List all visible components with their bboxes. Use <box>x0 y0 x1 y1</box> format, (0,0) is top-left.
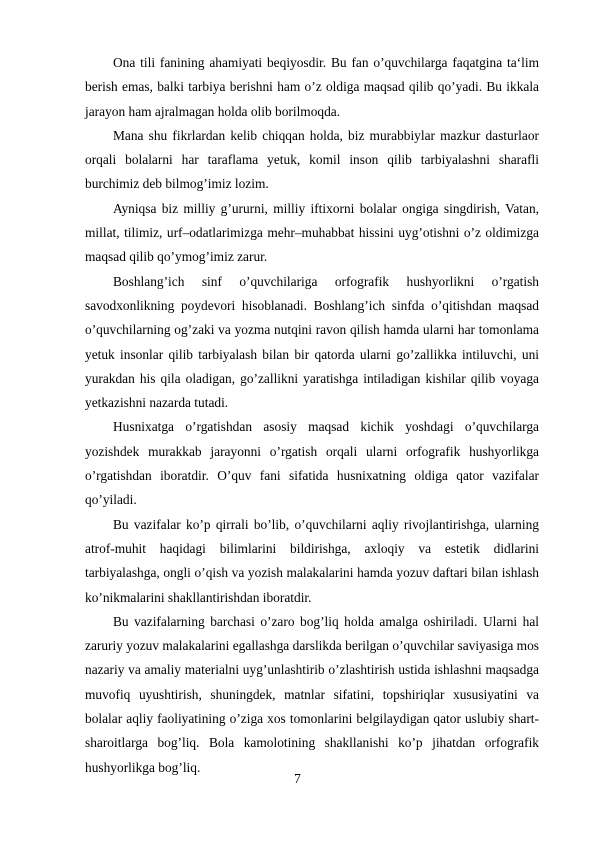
paragraph: Bu vazifalar ko’p qirrali bo’lib, o’quvchilarni aqliy rivojlantirishga, ularning atrof-muhit haqidagi bilimlarini bildirishga, axloqiy va estetik didlarini tarbiyalashga, ongli o’qish va yozish malakalarini hamda yozuv daftari bilan ishlash ko’nikmalarini shakllantirishdan iboratdir. <box>85 516 539 605</box>
paragraph: Mana shu fikrlardan kelib chiqqan holda, biz murabbiylar mazkur dasturlaor orqali bolalarni har taraflama yetuk, komil inson qilib tarbiyalashni sharafli burchimiz deb bilmog’imiz lozim. <box>85 127 539 192</box>
paragraph: Ayniqsa biz milliy g’ururni, milliy iftixorni bolalar ongiga singdirish, Vatan, millat, tilimiz, urf–odatlarimizga mehr–muhabbat hissini uyg’otishni o’z oldimizga maqsad qilib qo’ymog’imiz zarur. <box>85 200 539 265</box>
paragraph: Bu vazifalarning barchasi o’zaro bog’liq holda amalga oshiriladi. Ularni hal zaruriy yozuv malakalarini egallashga darslikda berilgan o’quvchilar saviyasiga mos nazariy va amaliy materialni uyg’unlashtirib o’zlashtirish ustida ishlashni maqsadga muvofiq uyushtirish, shuningdek, matnlar sifatini, topshiriqlar xususiyatini va bolalar aqliy faoliyatining o’ziga xos tomonlarini belgilaydigan qator uslubiy shart-sharoitlarga bog’liq. Bola kamolotining shakllanishi ko’p jihatdan orfografik hushyorlikga bog’liq. <box>85 613 539 775</box>
paragraph: Boshlang’ich sinf o’quvchilariga orfografik hushyorlikni o’rgatish savodxonlikning poydevori hisoblanadi. Boshlang’ich sinfda o’qitishdan maqsad o’quvchilarning og’zaki va yozma nutqini ravon qilish hamda ularni har tomonlama yetuk insonlar qilib tarbiyalash bilan bir qatorda ularni go’zallikka intiluvchi, uni yurakdan his qila oladigan, go’zallikni yaratishga intiladigan kishilar qilib voyaga yetkazishni nazarda tutadi. <box>85 273 539 411</box>
paragraph: Husnixatga o’rgatishdan asosiy maqsad kichik yoshdagi o’quvchilarga yozishdek murakkab jarayonni o’rgatish orqali ularni orfografik hushyorlikga o’rgatishdan iboratdir. O’quv fani sifatida husnixatning oldiga qator vazifalar qo’yiladi. <box>85 419 539 508</box>
document-page <box>85 51 539 780</box>
paragraph: Ona tili fanining ahamiyati beqiyosdir. Bu fan o’quvchilarga faqatgina ta‘lim berish emas, balki tarbiya berishni ham o’z oldiga maqsad qilib qo’yadi. Bu ikkala jarayon ham ajralmagan holda olib borilmoqda. <box>85 55 539 119</box>
page-number: 7 <box>294 771 301 786</box>
